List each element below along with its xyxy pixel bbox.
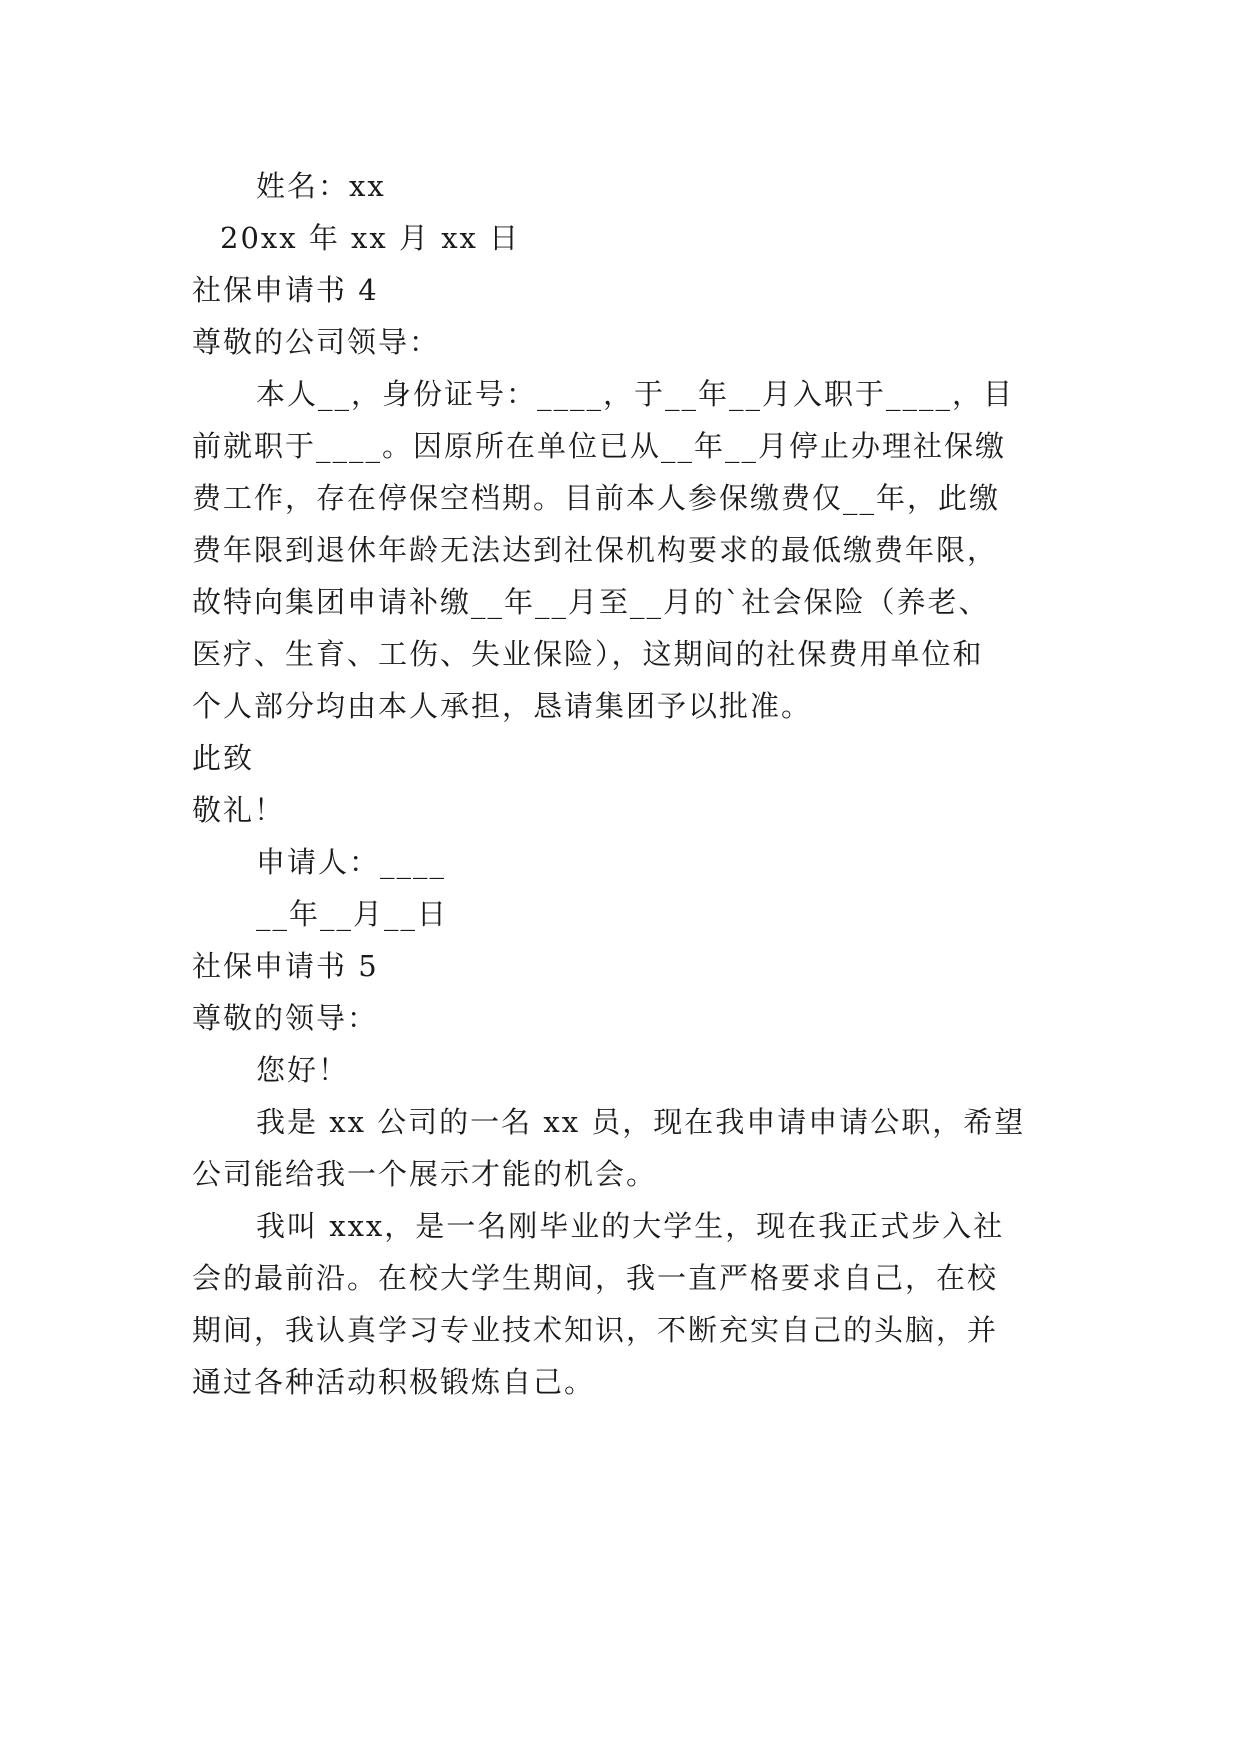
letter4-date: __年__月__日 bbox=[256, 897, 449, 931]
letter4-body-line: 故特向集团申请补缴__年__月至__月的`社会保险（养老、 bbox=[192, 585, 990, 619]
letter5-para1-line: 公司能给我一个展示才能的机会。 bbox=[192, 1157, 658, 1191]
letter4-applicant: 申请人：____ bbox=[256, 845, 447, 879]
letter4-salutation: 尊敬的公司领导： bbox=[192, 325, 441, 359]
letter4-closing-2: 敬礼！ bbox=[192, 793, 286, 827]
letter4-closing-1: 此致 bbox=[192, 741, 255, 775]
letter4-body-line: 费年限到退休年龄无法达到社保机构要求的最低缴费年限， bbox=[192, 533, 999, 567]
letter5-greeting: 您好！ bbox=[256, 1053, 350, 1087]
letter5-title: 社保申请书 5 bbox=[192, 949, 379, 983]
letter5-para2-line: 期间，我认真学习专业技术知识，不断充实自己的头脑，并 bbox=[192, 1313, 999, 1347]
letter5-para1-line: 我是 xx 公司的一名 xx 员，现在我申请申请公职，希望 bbox=[256, 1105, 1026, 1139]
letter4-body-line: 个人部分均由本人承担，恳请集团予以批准。 bbox=[192, 689, 813, 723]
letter5-para2-line: 我叫 xxx，是一名刚毕业的大学生，现在我正式步入社 bbox=[256, 1209, 1005, 1243]
letter4-body-line: 费工作，存在停保空档期。目前本人参保缴费仅__年，此缴 bbox=[192, 481, 1001, 515]
signoff-date: 20xx 年 xx 月 xx 日 bbox=[220, 221, 521, 255]
letter4-body-line: 前就职于____。因原所在单位已从__年__月停止办理社保缴 bbox=[192, 429, 1007, 463]
letter5-para2-line: 会的最前沿。在校大学生期间，我一直严格要求自己，在校 bbox=[192, 1261, 999, 1295]
signoff-name: 姓名：xx bbox=[256, 169, 386, 203]
letter5-salutation: 尊敬的领导： bbox=[192, 1001, 379, 1035]
letter4-title: 社保申请书 4 bbox=[192, 273, 379, 307]
letter5-para2-line: 通过各种活动积极锻炼自己。 bbox=[192, 1365, 596, 1399]
letter4-body-line: 医疗、生育、工伤、失业保险），这期间的社保费用单位和 bbox=[192, 637, 984, 671]
letter4-body-line: 本人__，身份证号：____，于__年__月入职于____，目 bbox=[256, 377, 1015, 411]
